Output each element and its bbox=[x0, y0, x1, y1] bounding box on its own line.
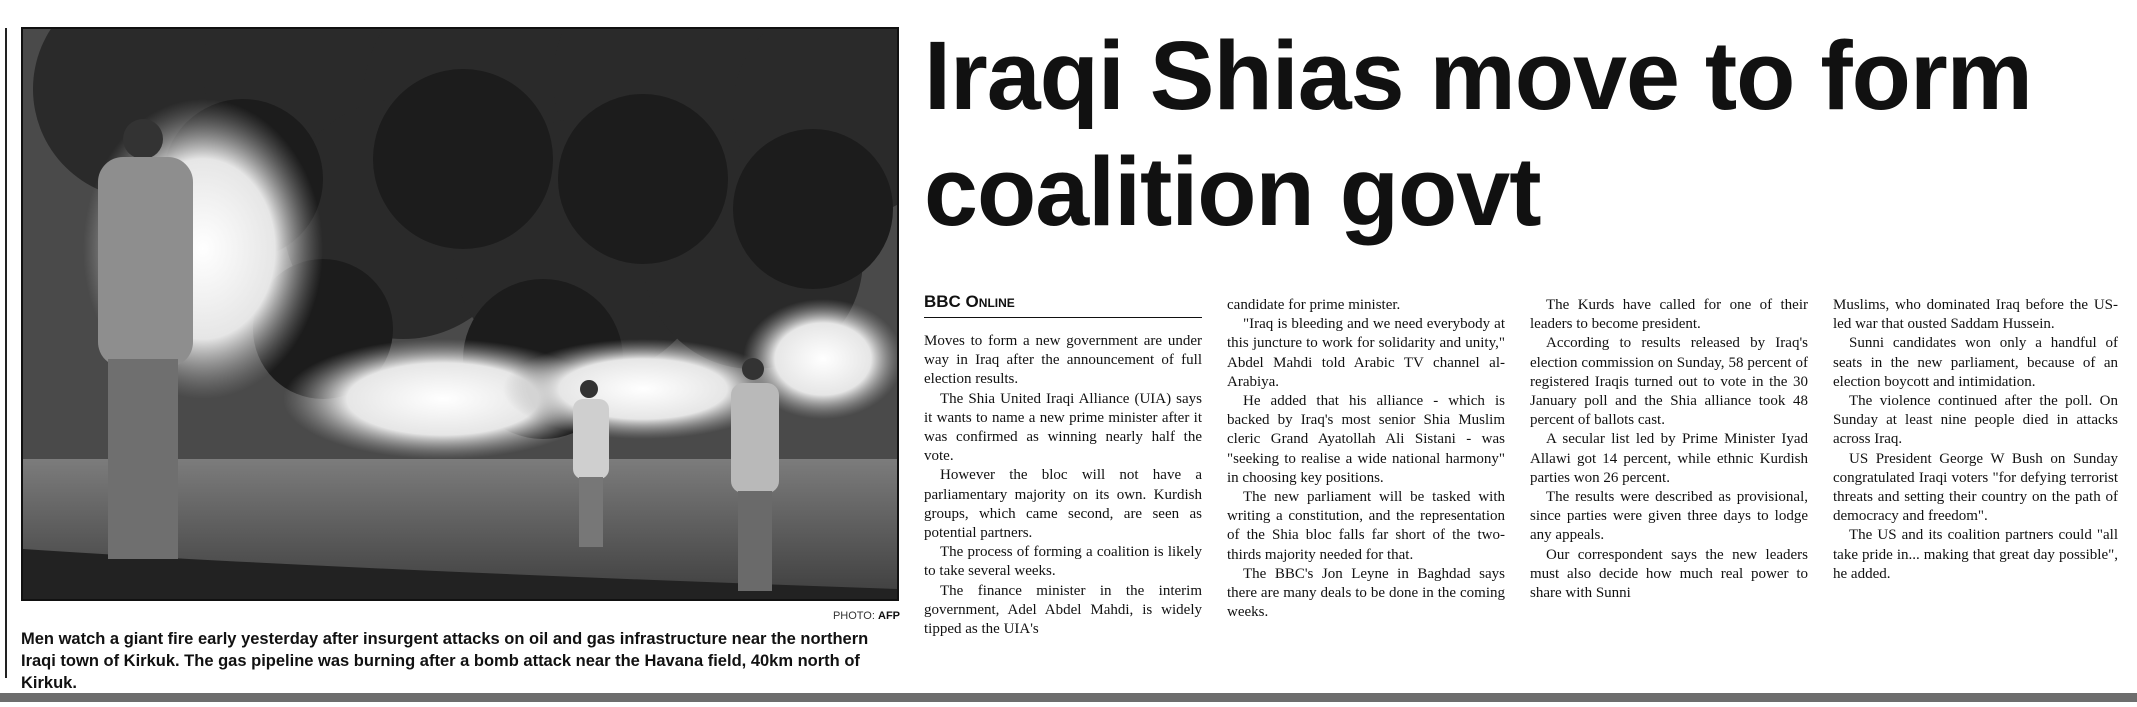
photo-credit bbox=[600, 610, 900, 622]
paragraph: Our correspondent says the new leaders must also decide how much real power to share with Sunni bbox=[1530, 546, 1808, 602]
paragraph: The US and its coalition partners could "all take pride in... making that great day possible", he added. bbox=[1833, 527, 2118, 582]
bottom-rule bbox=[0, 693, 2137, 702]
paragraph: "Iraq is bleeding and we need everybody at this juncture to work for solidarity and unity," Abdel Mahdi told Arabic TV channel al-Arabiya. bbox=[1227, 316, 1505, 390]
paragraph: The results were described as provisional, since parties were given three days to lodge any appeals. bbox=[1530, 489, 1808, 544]
byline: BBC Online bbox=[924, 291, 1202, 318]
article-column-1 bbox=[924, 332, 1202, 639]
photo-credit-source: AFP bbox=[878, 610, 900, 622]
paragraph: The new parliament will be tasked with writing a constitution, and the representation of the Shia bloc falls far short of the two-thirds majority needed for that. bbox=[1227, 489, 1505, 563]
paragraph: However the bloc will not have a parliamentary majority on its own. Kurdish groups, which came second, are seen as potential partners. bbox=[924, 467, 1202, 542]
headline-line-2: coalition govt bbox=[924, 137, 1541, 246]
burning-pipeline-image bbox=[23, 29, 897, 599]
paragraph: The BBC's Jon Leyne in Baghdad says there are many deals to be done in the coming weeks. bbox=[1227, 565, 1505, 621]
article-column-2 bbox=[1227, 296, 1505, 622]
article-column-4 bbox=[1833, 296, 2118, 584]
paragraph: The Shia United Iraqi Alliance (UIA) says it wants to name a new prime minister after it was confirmed as winning nearly half the vote. bbox=[924, 390, 1202, 465]
paragraph: The violence continued after the poll. On Sunday at least nine people died in attacks across Iraq. bbox=[1833, 393, 2118, 448]
paragraph: Sunni candidates won only a handful of seats in the new parliament, because of an election boycott and intimidation. bbox=[1833, 335, 2118, 390]
paragraph: According to results released by Iraq's election commission on Sunday, 58 percent of registered Iraqis turned out to vote in the 30 January poll and the Shia alliance took 48 percent of ballots cast. bbox=[1530, 335, 1808, 429]
paragraph: Moves to form a new government are under way in Iraq after the announcement of full election results. bbox=[924, 333, 1202, 388]
paragraph: The Kurds have called for one of their leaders to become president. bbox=[1530, 297, 1808, 333]
paragraph: candidate for prime minister. bbox=[1227, 297, 1401, 313]
paragraph: Muslims, who dominated Iraq before the US-led war that ousted Saddam Hussein. bbox=[1833, 297, 2118, 333]
photo-caption: Men watch a giant fire early yesterday after insurgent attacks on oil and gas infrastructure near the northern Iraqi town of Kirkuk. The gas pipeline was burning after a bomb attack near the Havana field, 40km north of Kirkuk. bbox=[21, 630, 869, 692]
headline bbox=[924, 18, 2124, 250]
left-column-rule bbox=[5, 28, 7, 678]
news-photo bbox=[21, 27, 899, 601]
photo-credit-label: PHOTO: bbox=[832, 610, 875, 622]
paragraph: The process of forming a coalition is likely to take several weeks. bbox=[924, 544, 1202, 580]
article-column-3 bbox=[1530, 296, 1808, 603]
paragraph: He added that his alliance - which is backed by Iraq's most senior Shia Muslim cleric Grand Ayatollah Ali Sistani - was "seeking to realise a wide national harmony" in choosing key positions. bbox=[1227, 393, 1505, 486]
paragraph: The finance minister in the interim government, Adel Abdel Mahdi, is widely tipped as the UIA's bbox=[924, 582, 1202, 638]
man-right-figure bbox=[731, 358, 779, 591]
headline-line-1: Iraqi Shias move to form bbox=[924, 21, 2032, 130]
paragraph: US President George W Bush on Sunday congratulated Iraqi voters "for defying terrorist threats and setting their country on the path of democracy and freedom". bbox=[1833, 450, 2118, 525]
paragraph: A secular list led by Prime Minister Iyad Allawi got 14 percent, while ethnic Kurdish parties won 26 percent. bbox=[1530, 431, 1808, 486]
